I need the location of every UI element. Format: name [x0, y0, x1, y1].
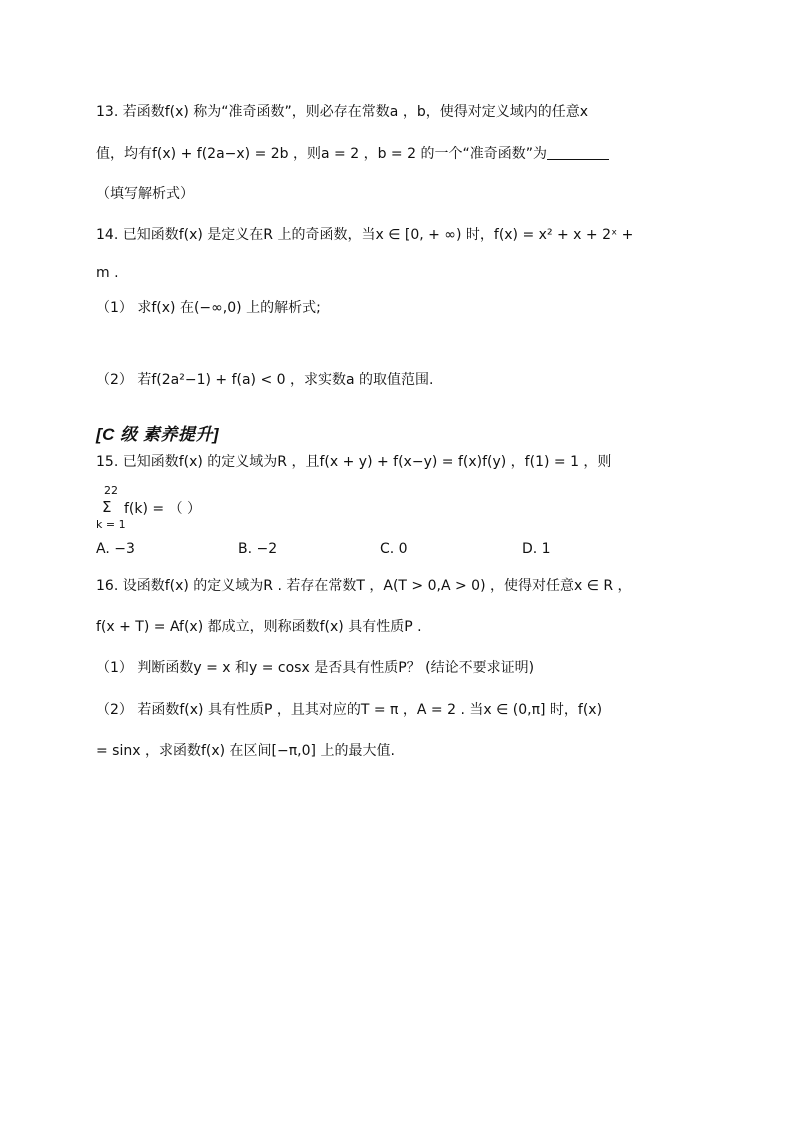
q14-part2: （2） 若f(2a²−1) + f(a) < 0 ，求实数a 的取值范围.	[96, 372, 434, 388]
q16-part2-line2: = sinx ，求函数f(x) 在区间[−π,0] 上的最大值.	[96, 743, 395, 759]
q13-line2-text: 值，均有f(x) + f(2a−x) = 2b ，则a = 2 ，b = 2 的一个“准奇函数”为	[96, 146, 547, 162]
q14-part1: （1） 求f(x) 在(−∞,0) 上的解析式;	[96, 300, 321, 316]
option-c: C. 0	[380, 541, 408, 557]
option-a: A. −3	[96, 541, 135, 557]
option-d: D. 1	[522, 541, 551, 557]
q15-line1: 15. 已知函数f(x) 的定义域为R ，且f(x + y) + f(x−y) = f(x)f(y) ，f(1) = 1 ，则	[96, 454, 612, 470]
q16-part1: （1） 判断函数y = x 和y = cosx 是否具有性质P？ (结论不要求证明)	[96, 660, 535, 676]
q16-line1: 16. 设函数f(x) 的定义域为R . 若存在常数T ，A(T > 0,A > 0) ，使得对任意x ∈ R ，	[96, 578, 632, 594]
sum-lower-limit: k = 1	[96, 518, 126, 531]
sum-upper-limit: 22	[104, 484, 118, 497]
q16-part2-line1: （2） 若函数f(x) 具有性质P ，且其对应的T = π ，A = 2 . 当x ∈ (0,π] 时，f(x)	[96, 702, 603, 718]
summation-expression	[96, 484, 216, 530]
q14-line1: 14. 已知函数f(x) 是定义在R 上的奇函数，当x ∈ [0, + ∞) 时，f(x) = x² + x + 2ˣ +	[96, 227, 634, 243]
sum-body: f(k) = （ ）	[124, 501, 202, 517]
answer-blank	[547, 145, 609, 160]
sigma-symbol: Σ	[102, 498, 112, 516]
option-b: B. −2	[238, 541, 278, 557]
q14-line2: m .	[96, 265, 119, 281]
q16-line2: f(x + T) = Af(x) 都成立，则称函数f(x) 具有性质P .	[96, 619, 422, 635]
q13-line3: （填写解析式）	[96, 186, 194, 202]
q13-line2	[96, 144, 609, 164]
section-heading: [C 级 素养提升]	[96, 425, 220, 444]
q13-line1: 13. 若函数f(x) 称为“准奇函数”，则必存在常数a ，b，使得对定义域内的任意x	[96, 104, 589, 120]
